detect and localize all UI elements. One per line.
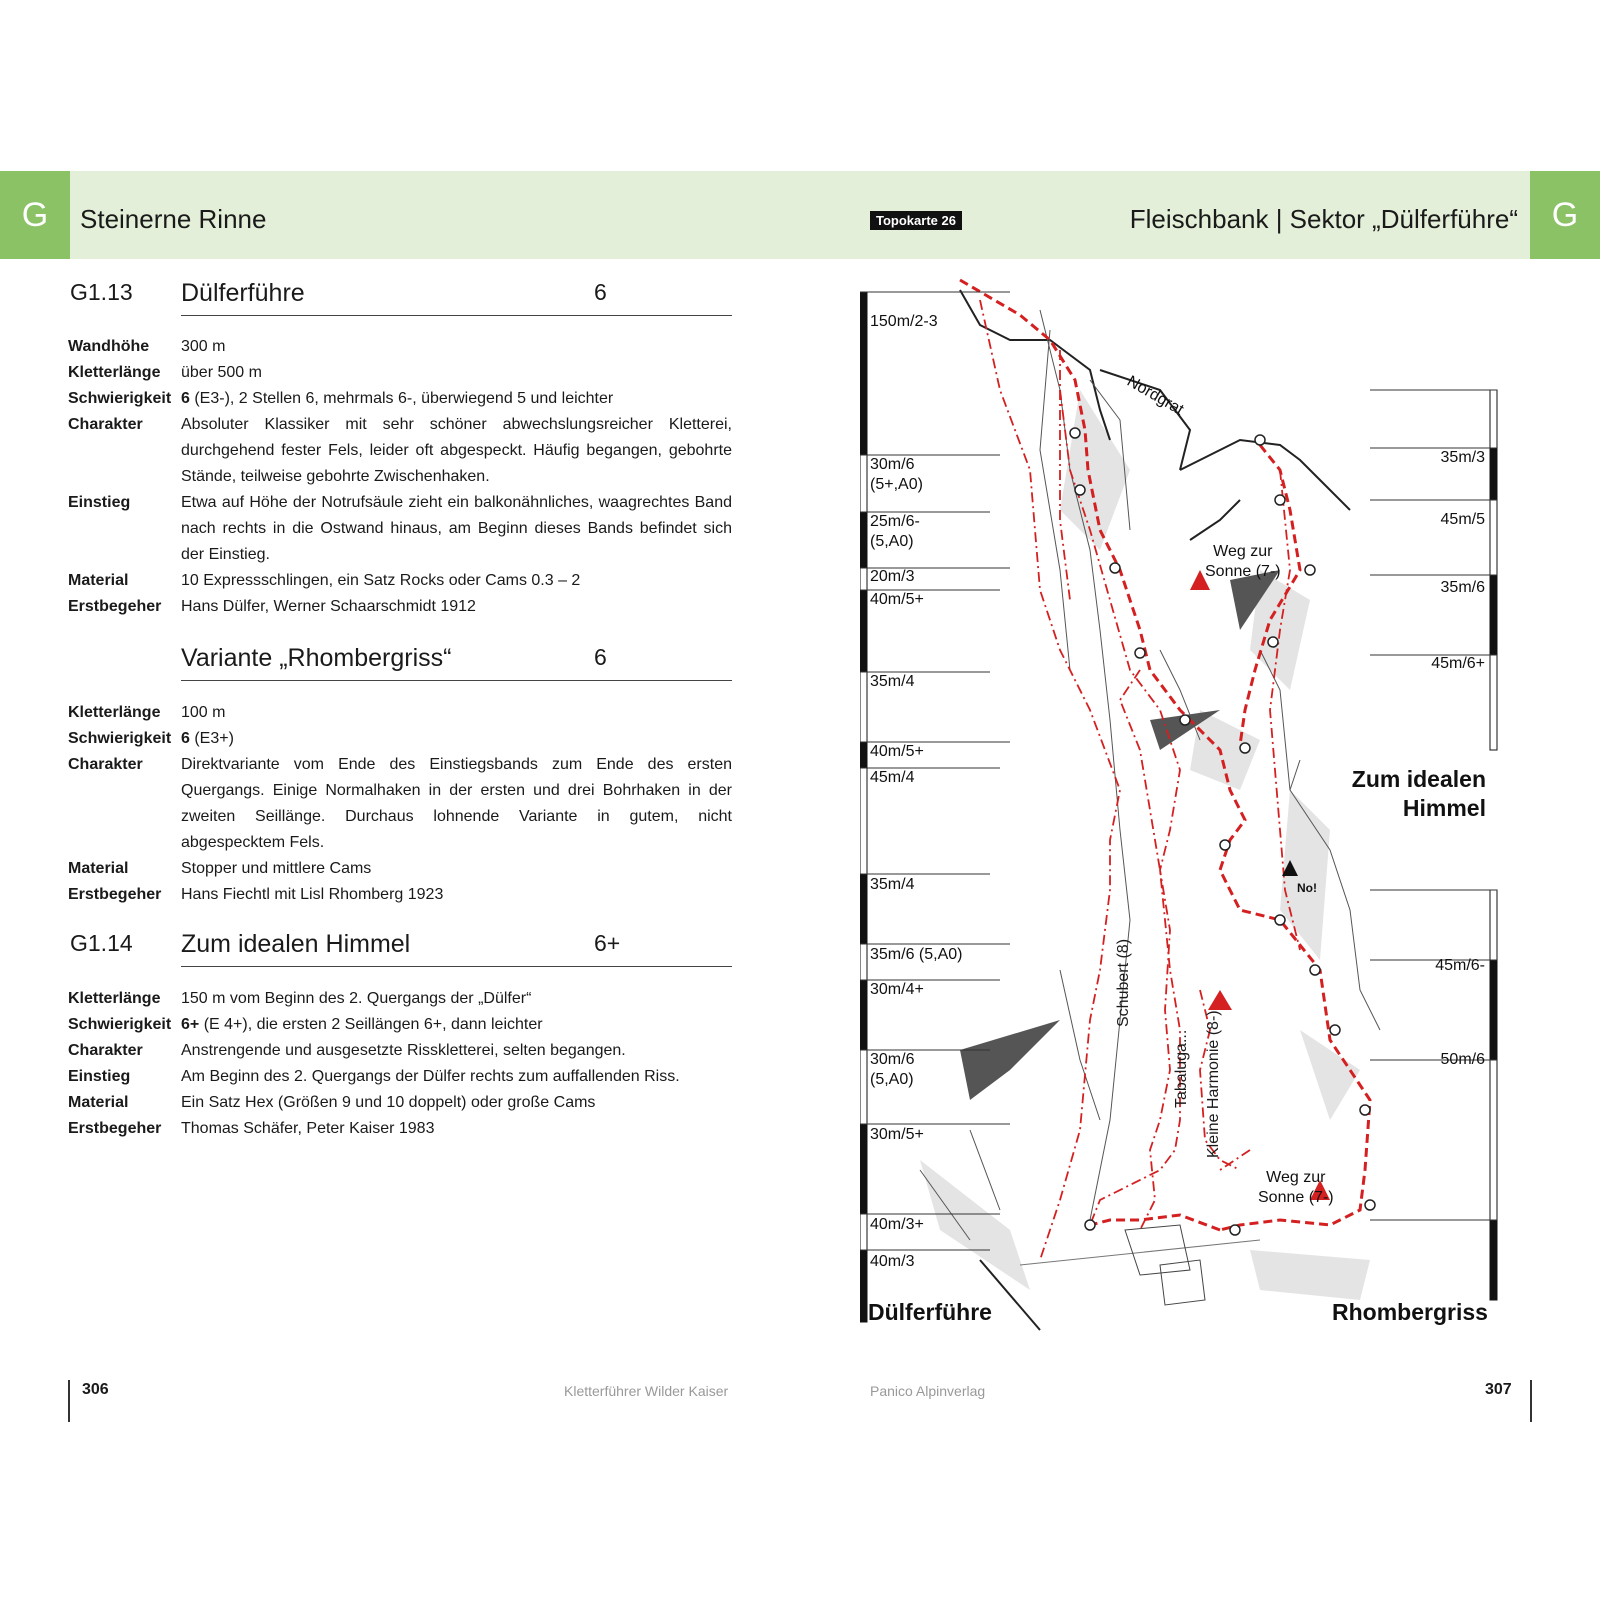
section-tab-right: G (1530, 171, 1600, 259)
info-value (181, 1038, 732, 1064)
info-value (181, 1090, 732, 1116)
route-name: Dülferführe (181, 279, 305, 307)
pitch-bar (860, 768, 867, 874)
info-text: Anstrengende und ausgesetzte Risskletterei, selten begangen. (181, 1042, 626, 1059)
pitch-bar (1490, 655, 1497, 750)
info-label: Einstieg (68, 1068, 131, 1085)
pitch-label-left: 30m/6 (5+,A0) (870, 456, 923, 493)
pitch-label-left: 35m/4 (870, 673, 915, 690)
info-row (68, 726, 732, 752)
info-row (68, 568, 732, 594)
info-row (68, 1012, 732, 1038)
pitch-bar (1490, 448, 1497, 500)
info-label: Erstbegeher (68, 1120, 162, 1137)
pitch-label-left: 40m/3+ (870, 1216, 924, 1233)
route-grade: 6 (594, 279, 607, 305)
info-text: Thomas Schäfer, Peter Kaiser 1983 (181, 1120, 435, 1137)
route-name: Zum idealen Himmel (181, 930, 411, 958)
route-grade: 6+ (594, 930, 621, 956)
pitch-bar (860, 568, 867, 590)
pitch-label-left: 20m/3 (870, 568, 915, 585)
info-row (68, 490, 732, 568)
info-row (68, 386, 732, 412)
route-code: G1.13 (70, 279, 133, 305)
info-label: Schwierigkeit (68, 390, 172, 407)
info-label: Charakter (68, 416, 143, 433)
info-value (181, 334, 732, 360)
heading-rule (181, 966, 732, 967)
info-text: (E3+) (189, 730, 234, 747)
info-text: Ein Satz Hex (Größen 9 und 10 doppelt) oder große Cams (181, 1094, 596, 1111)
info-value (181, 412, 732, 490)
pitch-label-left: 35m/6 (5,A0) (870, 946, 963, 963)
pitch-label-left: 45m/4 (870, 769, 915, 786)
info-value (181, 1064, 732, 1090)
info-label: Charakter (68, 1042, 143, 1059)
pitch-bar (860, 512, 867, 568)
info-value (181, 594, 732, 620)
info-label: Material (68, 860, 129, 877)
info-value (181, 752, 732, 856)
pitch-bar (1490, 1060, 1497, 1220)
pitch-bar (860, 944, 867, 980)
info-label: Kletterlänge (68, 704, 161, 721)
info-label: Kletterlänge (68, 364, 161, 381)
pitch-bar (860, 590, 867, 672)
pitch-bar (860, 1250, 867, 1322)
pitch-label-left: 30m/6 (5,A0) (870, 1051, 915, 1088)
info-text: Hans Dülfer, Werner Schaarschmidt 1912 (181, 598, 476, 615)
route1-info (68, 334, 732, 620)
label-zum-idealen-himmel: Zum idealen Himmel (1351, 766, 1486, 821)
info-value (181, 700, 732, 726)
footer-publisher: Panico Alpinverlag (870, 1383, 986, 1399)
info-value (181, 490, 732, 568)
label-duelferfuehre: Dülferführe (868, 1299, 992, 1325)
pitch-bar (1490, 960, 1497, 1060)
info-value (181, 882, 732, 908)
info-row (68, 334, 732, 360)
pitch-label-left: 40m/5+ (870, 591, 924, 608)
pitch-label-left: 150m/2-3 (870, 313, 938, 330)
route-heading-g114 (68, 930, 732, 970)
pitch-label-left: 30m/5+ (870, 1126, 924, 1143)
info-label: Erstbegeher (68, 598, 162, 615)
label-weg-zur-sonne-top: Weg zur Sonne (7-) (1205, 543, 1281, 580)
route2-info (68, 986, 732, 1142)
info-label: Schwierigkeit (68, 730, 172, 747)
info-value (181, 568, 732, 594)
info-text: über 500 m (181, 364, 262, 381)
variant-info (68, 700, 732, 908)
label-rhombergriss: Rhombergriss (1332, 1299, 1488, 1325)
pitch-label-left: 35m/4 (870, 876, 915, 893)
pitch-bar (860, 742, 867, 768)
info-value (181, 386, 732, 412)
info-value (181, 1116, 732, 1142)
grade-value: 6 (181, 730, 190, 747)
info-text: Stopper und mittlere Cams (181, 860, 372, 877)
info-label: Kletterlänge (68, 990, 161, 1007)
info-text: (E3-), 2 Stellen 6, mehrmals 6-, überwiegend 5 und leichter (189, 390, 614, 407)
pitch-label-right: 45m/6- (1435, 957, 1485, 974)
pitch-bar (860, 980, 867, 1050)
pitch-bar (860, 672, 867, 742)
info-text: 10 Expressschlingen, ein Satz Rocks oder Cams 0.3 – 2 (181, 572, 581, 589)
pitch-bar (1490, 575, 1497, 655)
pitch-bar (1490, 500, 1497, 575)
info-value (181, 726, 732, 752)
right-page-title: Fleischbank | Sektor „Dülferführe“ (1129, 204, 1518, 234)
pitch-label-right: 45m/5 (1440, 511, 1485, 528)
info-text: Absoluter Klassiker mit sehr schöner abwechslungsreicher Kletterei, durchgehend fester Fels, leider oft abgespeckt. Häufig begangen, gebohrte Stände, teilweise gebohrte Zwischenhaken. (181, 416, 732, 485)
pitch-label-right: 35m/3 (1440, 449, 1485, 466)
footer-book-title: Kletterführer Wilder Kaiser (564, 1383, 729, 1399)
grade-value: 6 (181, 390, 190, 407)
label-schubert: Schubert (8) (1115, 938, 1132, 1027)
label-no: No! (1297, 881, 1317, 895)
pitch-bar (1490, 390, 1497, 448)
info-row (68, 1116, 732, 1142)
label-kleine-harmonie: Kleine Harmonie (8-) (1205, 1010, 1222, 1158)
page-number-left: 306 (82, 1381, 109, 1398)
info-label: Einstieg (68, 494, 131, 511)
pitch-bar (860, 455, 867, 512)
footer-rule-right (1530, 1380, 1532, 1422)
pitch-label-left: 40m/3 (870, 1253, 915, 1270)
info-row (68, 412, 732, 490)
info-text: Am Beginn des 2. Quergangs der Dülfer rechts zum auffallenden Riss. (181, 1068, 680, 1085)
pitch-label-right: 35m/6 (1440, 579, 1485, 596)
pitch-bar (860, 292, 867, 455)
pitch-bar (1490, 890, 1497, 960)
pitch-bar (860, 1050, 867, 1124)
variant-name: Variante „Rhombergriss“ (181, 644, 452, 672)
grade-value: 6+ (181, 1016, 200, 1033)
info-value (181, 1012, 732, 1038)
info-row (68, 700, 732, 726)
pitch-label-left: 25m/6- (5,A0) (870, 513, 920, 550)
info-value (181, 986, 732, 1012)
info-text: (E 4+), die ersten 2 Seillängen 6+, dann leichter (199, 1016, 543, 1033)
info-row (68, 594, 732, 620)
pitch-bar (860, 1214, 867, 1250)
info-row (68, 882, 732, 908)
info-row (68, 1038, 732, 1064)
info-label: Material (68, 572, 129, 589)
info-text: 300 m (181, 338, 226, 355)
info-label: Wandhöhe (68, 338, 150, 355)
info-row (68, 360, 732, 386)
info-label: Erstbegeher (68, 886, 162, 903)
variant-grade: 6 (594, 644, 607, 670)
heading-rule (181, 315, 732, 316)
label-tabaluga: Tabaluga... (1173, 1029, 1190, 1108)
info-text: Direktvariante vom Ende des Einstiegsbands zum Ende des ersten Quergangs. Einige Normalhaken in der ersten und drei Bohrhaken in der zweiten Seillänge. Durchaus lohnende Variante in gutem, nicht abgespecktem Fels. (181, 756, 732, 851)
variant-heading (68, 644, 732, 684)
info-row (68, 856, 732, 882)
info-row (68, 752, 732, 856)
info-row (68, 1064, 732, 1090)
pitch-label-left: 40m/5+ (870, 743, 924, 760)
label-nordgrat: Nordgrat (1124, 372, 1187, 419)
info-value (181, 360, 732, 386)
footer-rule-left (68, 1380, 70, 1422)
left-page-title: Steinerne Rinne (80, 204, 267, 234)
pitch-label-right: 45m/6+ (1431, 655, 1485, 672)
route-code: G1.14 (70, 930, 133, 956)
info-text: Etwa auf Höhe der Notrufsäule zieht ein balkonähnliches, waagrechtes Band nach rechts in die Ostwand hinaus, am Beginn dieses Bands befindet sich der Einstieg. (181, 494, 732, 563)
left-pitch-scale (860, 292, 1010, 1322)
label-weg-zur-sonne-bottom: Weg zur Sonne (7-) (1258, 1169, 1334, 1206)
info-label: Charakter (68, 756, 143, 773)
info-label: Schwierigkeit (68, 1016, 172, 1033)
info-label: Material (68, 1094, 129, 1111)
info-row (68, 986, 732, 1012)
section-tab-left: G (0, 171, 70, 259)
pitch-bar (1490, 1220, 1497, 1300)
page-number-right: 307 (1485, 1381, 1512, 1398)
pitch-label-left: 30m/4+ (870, 981, 924, 998)
topo-diagram (860, 270, 1540, 1340)
right-pitch-scale-bottom (1370, 890, 1497, 1300)
route-heading-g113 (68, 279, 732, 319)
pitch-bar (860, 874, 867, 944)
info-row (68, 1090, 732, 1116)
heading-rule (181, 680, 732, 681)
right-pitch-scale-top (1370, 390, 1497, 750)
info-text: 100 m (181, 704, 226, 721)
info-text: Hans Fiechtl mit Lisl Rhomberg 1923 (181, 886, 444, 903)
pitch-bar (860, 1124, 867, 1214)
topo-badge: Topokarte 26 (870, 211, 962, 230)
info-text: 150 m vom Beginn des 2. Quergangs der „Dülfer“ (181, 990, 532, 1007)
pitch-label-right: 50m/6 (1440, 1051, 1485, 1068)
info-value (181, 856, 732, 882)
